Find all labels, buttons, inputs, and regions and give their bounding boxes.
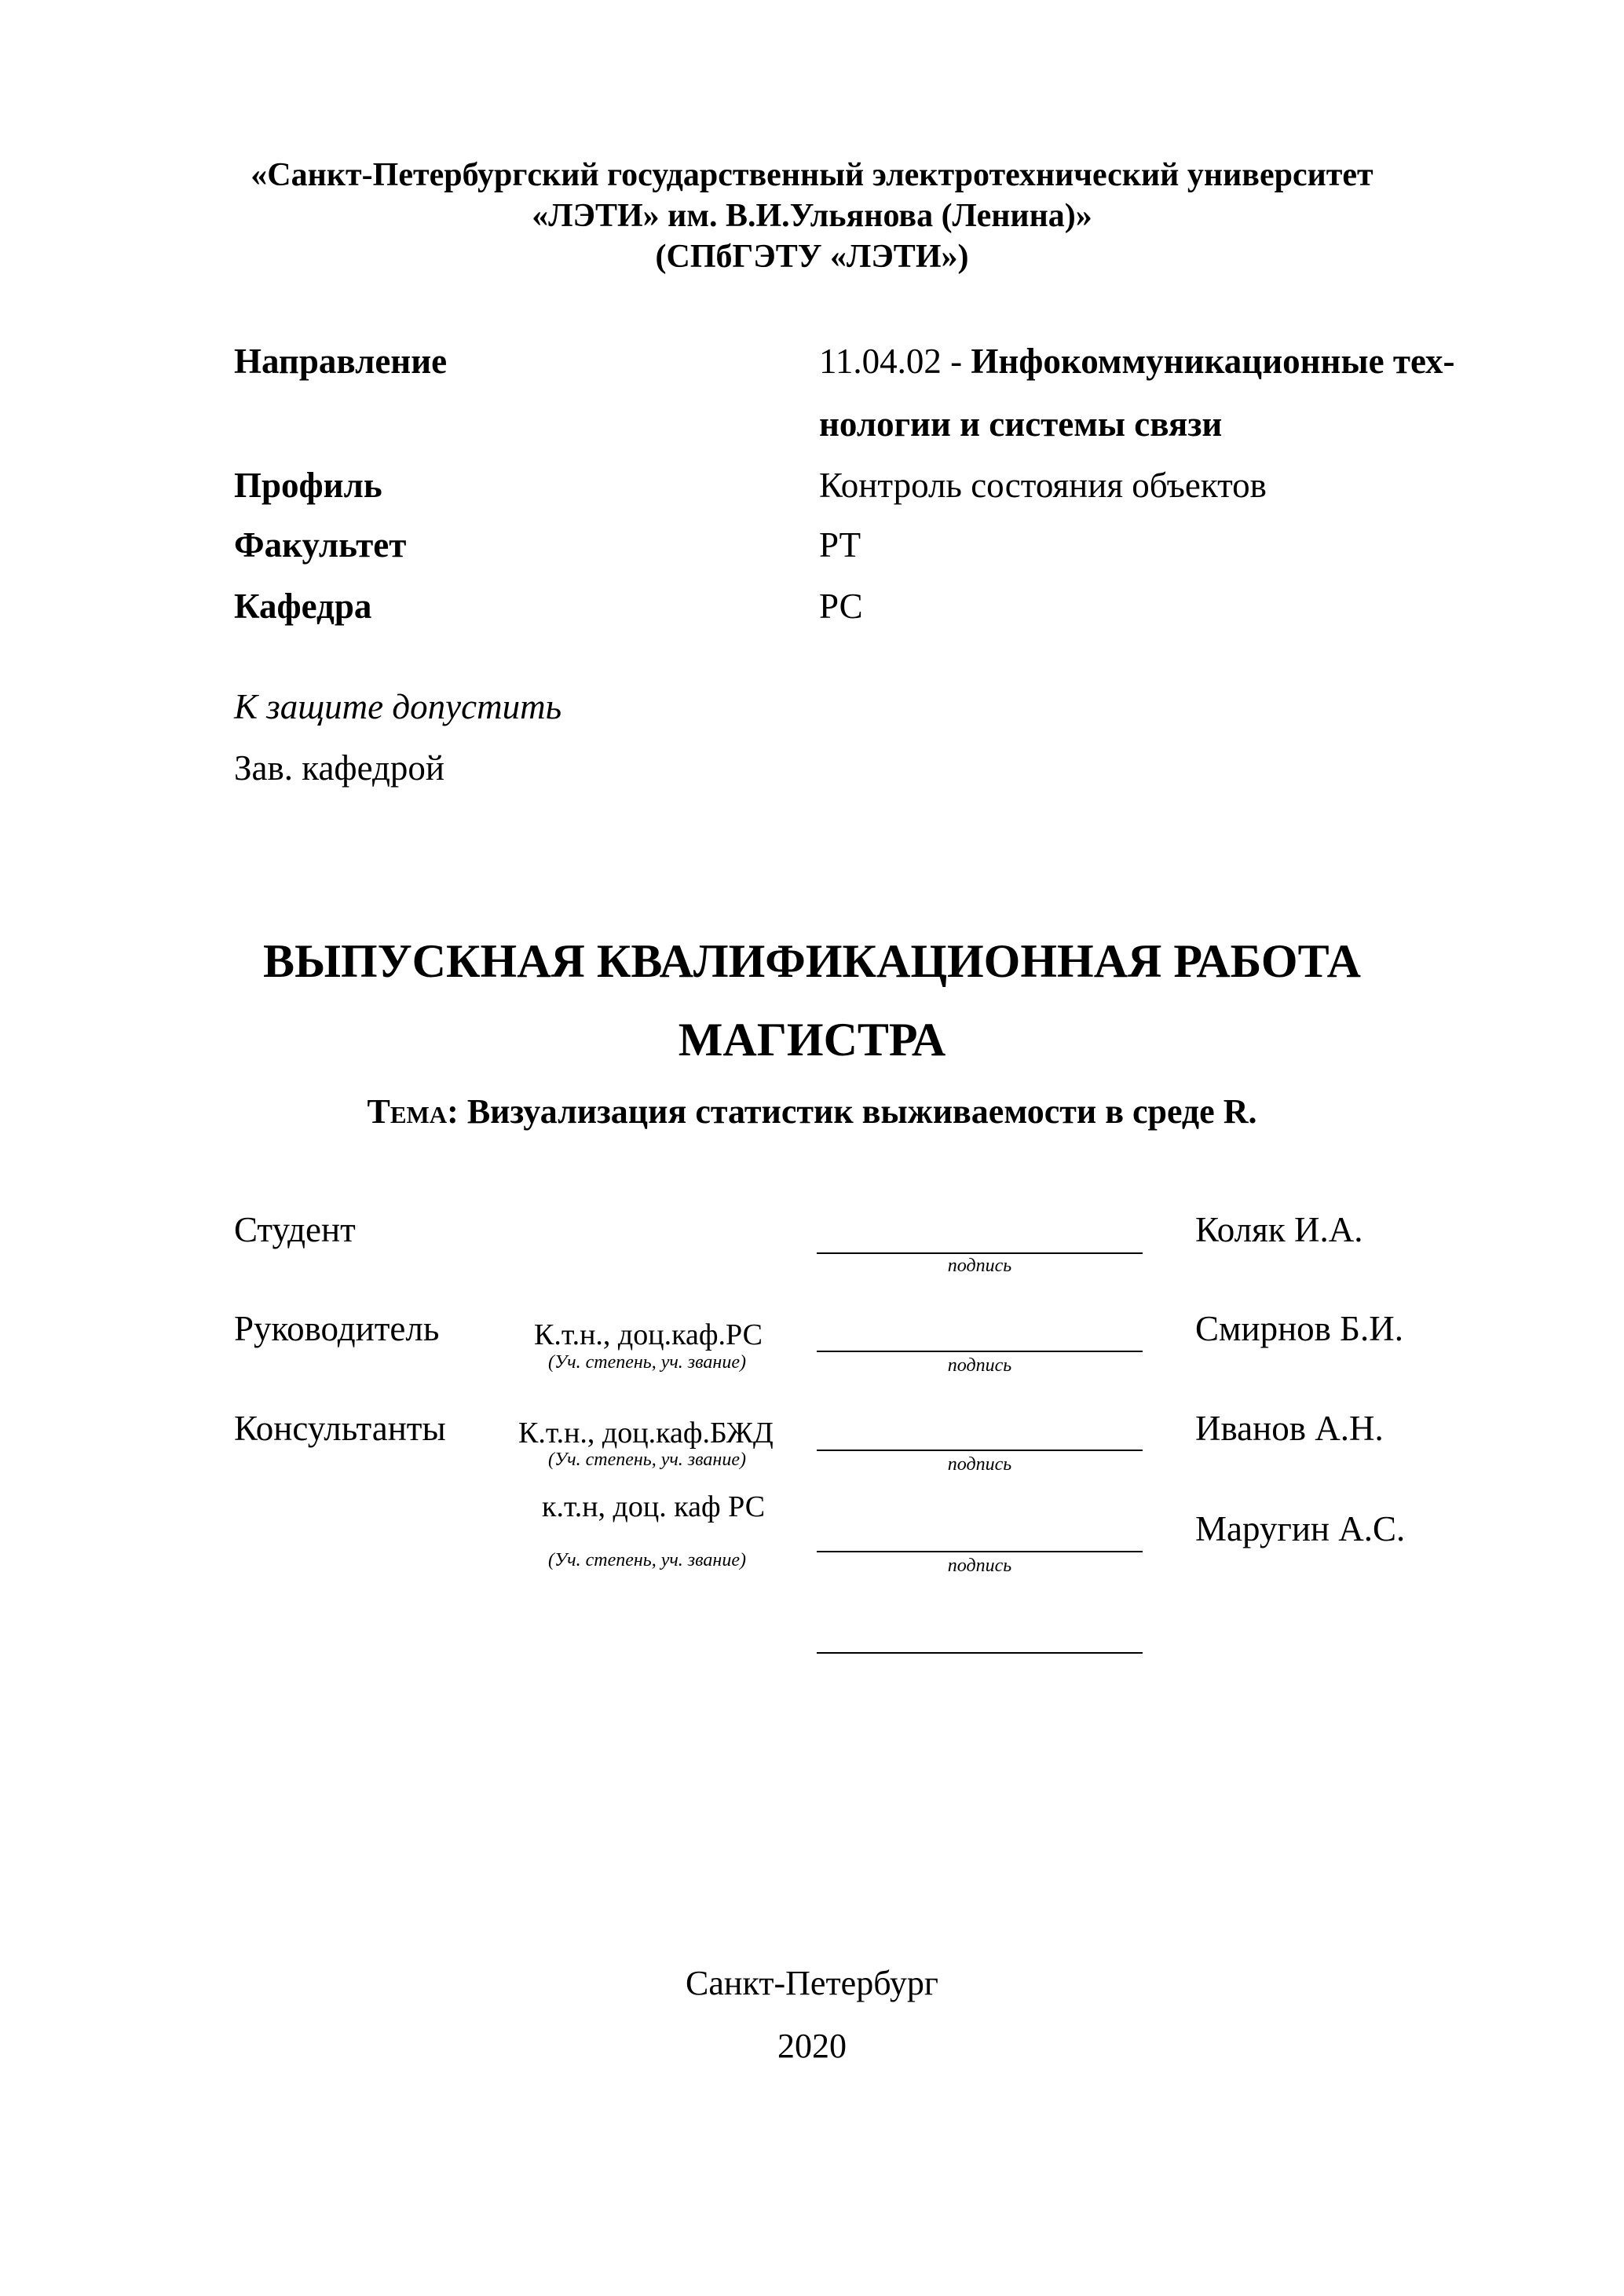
- theme-text: Визуализация статистик выживаемости в среде R.: [466, 1092, 1257, 1131]
- consultant1-rank: К.т.н., доц.каф.БЖД: [518, 1417, 774, 1450]
- thesis-theme: [0, 1091, 1624, 1132]
- theme-label: Тема: [367, 1092, 448, 1131]
- direction-label: Направление: [234, 342, 448, 381]
- direction-code: 11.04.02 -: [819, 342, 971, 381]
- theme-colon: :: [447, 1092, 467, 1131]
- supervisor-role: Руководитель: [234, 1309, 440, 1348]
- department-value: РС: [819, 587, 863, 626]
- admission-text: К защите допустить: [234, 687, 562, 726]
- thesis-title-line2: МАГИСТРА: [678, 1014, 946, 1066]
- university-name-line2: «ЛЭТИ» им. В.И.Ульянова (Ленина)»: [532, 198, 1092, 234]
- blank-signature-line: [817, 1652, 1143, 1654]
- consultant1-signature-caption: подпись: [947, 1454, 1012, 1475]
- direction-name-part1: Инфокоммуникационные тех-: [971, 342, 1455, 381]
- faculty-value: РТ: [819, 525, 861, 565]
- supervisor-rank-caption: (Уч. степень, уч. звание): [548, 1352, 746, 1373]
- consultant2-signature-caption: подпись: [947, 1556, 1012, 1576]
- supervisor-signature-caption: подпись: [947, 1355, 1012, 1376]
- consultant1-signature-line: [817, 1450, 1143, 1451]
- faculty-label: Факультет: [234, 525, 407, 565]
- student-role: Студент: [234, 1210, 356, 1249]
- direction-value-line1: [819, 341, 1455, 382]
- university-abbreviation: (СПбГЭТУ «ЛЭТИ»): [655, 239, 969, 275]
- consultant1-name: Иванов А.Н.: [1195, 1409, 1384, 1448]
- supervisor-signature-line: [817, 1351, 1143, 1352]
- consultant1-rank-caption: (Уч. степень, уч. звание): [548, 1450, 746, 1470]
- consultant2-rank-caption: (Уч. степень, уч. звание): [548, 1550, 746, 1570]
- supervisor-rank: К.т.н., доц.каф.РС: [534, 1318, 763, 1351]
- student-name: Коляк И.А.: [1195, 1210, 1363, 1249]
- consultant2-signature-line: [817, 1551, 1143, 1552]
- student-signature-line: [817, 1252, 1143, 1254]
- supervisor-name: Смирнов Б.И.: [1195, 1309, 1403, 1348]
- department-label: Кафедра: [234, 587, 372, 626]
- profile-value: Контроль состояния объектов: [819, 466, 1267, 505]
- year: 2020: [777, 2027, 847, 2065]
- student-signature-caption: подпись: [947, 1256, 1012, 1276]
- consultants-role: Консультанты: [234, 1409, 446, 1448]
- direction-name-part2: нологии и системы связи: [819, 404, 1223, 444]
- city: Санкт-Петербург: [686, 1964, 938, 2002]
- consultant2-rank: к.т.н, доц. каф РС: [542, 1490, 766, 1523]
- department-head-label: Зав. кафедрой: [234, 748, 444, 788]
- university-name-line1: «Санкт-Петербургский государственный электротехнический университет: [251, 157, 1373, 193]
- profile-label: Профиль: [234, 466, 382, 505]
- consultant2-name: Маругин А.С.: [1195, 1509, 1406, 1548]
- thesis-title-line1: ВЫПУСКНАЯ КВАЛИФИКАЦИОННАЯ РАБОТА: [263, 935, 1361, 987]
